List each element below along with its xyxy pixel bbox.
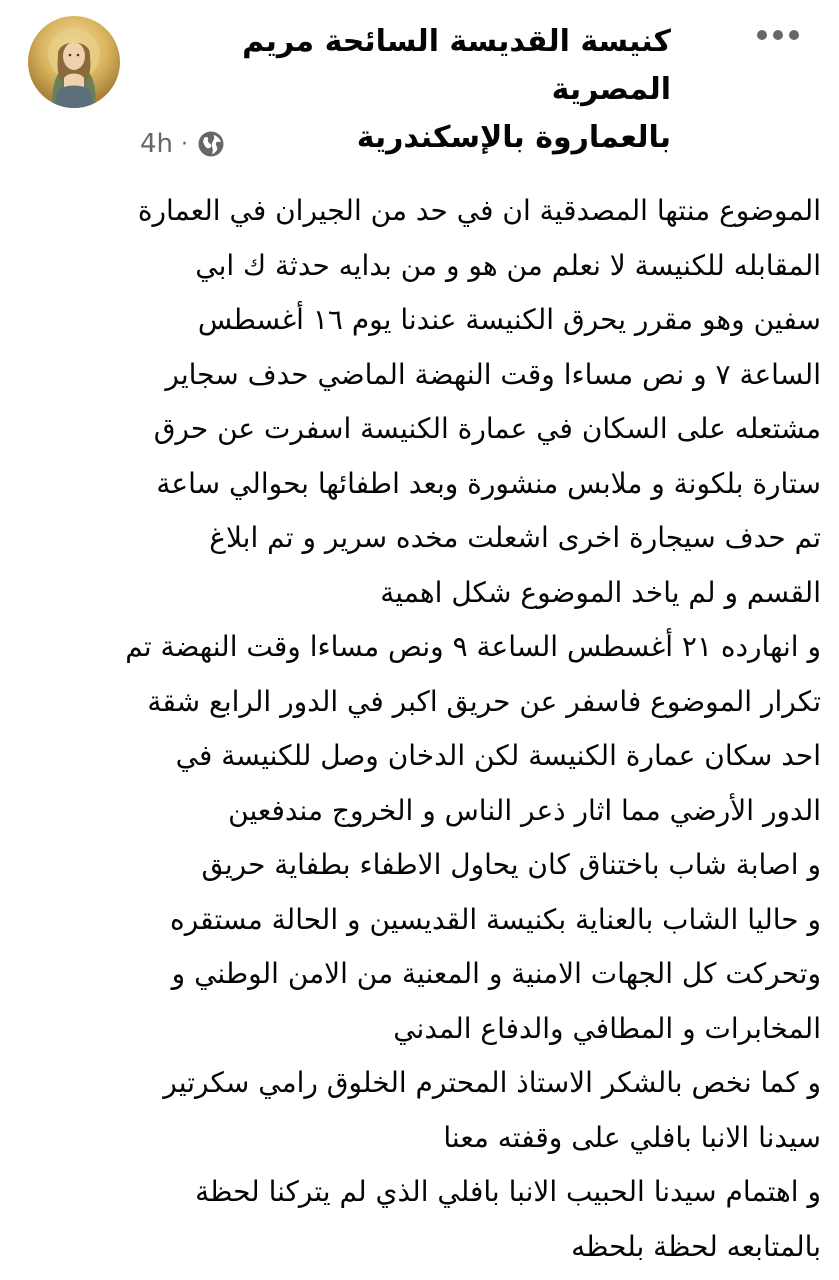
post-text-line: القسم و لم ياخد الموضوع شكل اهمية — [380, 575, 821, 609]
post-text-line: المقابله للكنيسة لا نعلم من هو و من بدايه حدثة ك ابي — [195, 248, 821, 282]
more-options-dot — [773, 30, 783, 40]
saint-icon-avatar — [28, 16, 120, 108]
post-meta — [140, 124, 226, 164]
globe-icon[interactable] — [196, 129, 226, 159]
post-text-line: المخابرات و المطافي والدفاع المدني — [393, 1011, 821, 1045]
more-options-dot — [789, 30, 799, 40]
post-text-line: و حاليا الشاب بالعناية بكنيسة القديسين و الحالة مستقره — [170, 902, 821, 936]
post-text-line: و اصابة شاب باختناق كان يحاول الاطفاء بطفاية حريق — [201, 848, 821, 881]
post-text-line: و اهتمام سيدنا الحبيب الانبا بافلي الذي لم يتركنا لحظة — [195, 1175, 821, 1208]
post-text-line: و انهارده ٢١ أغسطس الساعة ٩ ونص مساءا وقت النهضة تم — [125, 630, 821, 663]
meta-separator: · — [181, 131, 189, 157]
more-options-button[interactable] — [748, 18, 808, 52]
post-text-line: مشتعله على السكان في عمارة الكنيسة اسفرت عن حرق — [153, 412, 821, 445]
more-options-icon — [757, 30, 767, 40]
post-text-line: تم حدف سيجارة اخرى اشعلت مخده سرير و تم ابلاغ — [209, 521, 821, 554]
post-text-line: سفين وهو مقرر يحرق الكنيسة عندنا يوم ١٦ أغسطس — [197, 303, 821, 336]
post-text-line: تكرار الموضوع فاسفر عن حريق اكبر في الدور الرابع شقة — [147, 684, 821, 718]
post-timestamp[interactable]: 4h — [140, 129, 174, 159]
post-text-line: الساعة ٧ و نص مساءا وقت النهضة الماضي حدف سجاير — [165, 357, 821, 391]
post-text-line: و كما نخص بالشكر الاستاذ المحترم الخلوق رامي سكرتير — [163, 1066, 821, 1099]
post-text-line: بالمتابعه لحظة بلحظه — [571, 1229, 821, 1263]
page-avatar[interactable] — [28, 16, 120, 108]
post-text-line: الموضوع منتها المصدقية ان في حد من الجيران في العمارة — [137, 194, 821, 227]
post-text-line: ستارة بلكونة و ملابس منشورة وبعد اطفائها بحوالي ساعة — [156, 466, 821, 500]
post-text-line: الدور الأرضي مما اثار ذعر الناس و الخروج مندفعين — [228, 793, 821, 827]
page-name-line: بالعماروة بالإسكندرية — [356, 120, 671, 155]
post-text-line: احد سكان عمارة الكنيسة لكن الدخان وصل للكنيسة في — [175, 739, 821, 772]
post-text-line: وتحركت كل الجهات الامنية و المعنية من الامن الوطني و — [171, 957, 821, 990]
page-name-line: كنيسة القديسة السائحة مريم المصرية — [242, 24, 671, 107]
post-body-text — [30, 184, 821, 1274]
post-text-line: سيدنا الانبا بافلي على وقفته معنا — [443, 1120, 821, 1154]
